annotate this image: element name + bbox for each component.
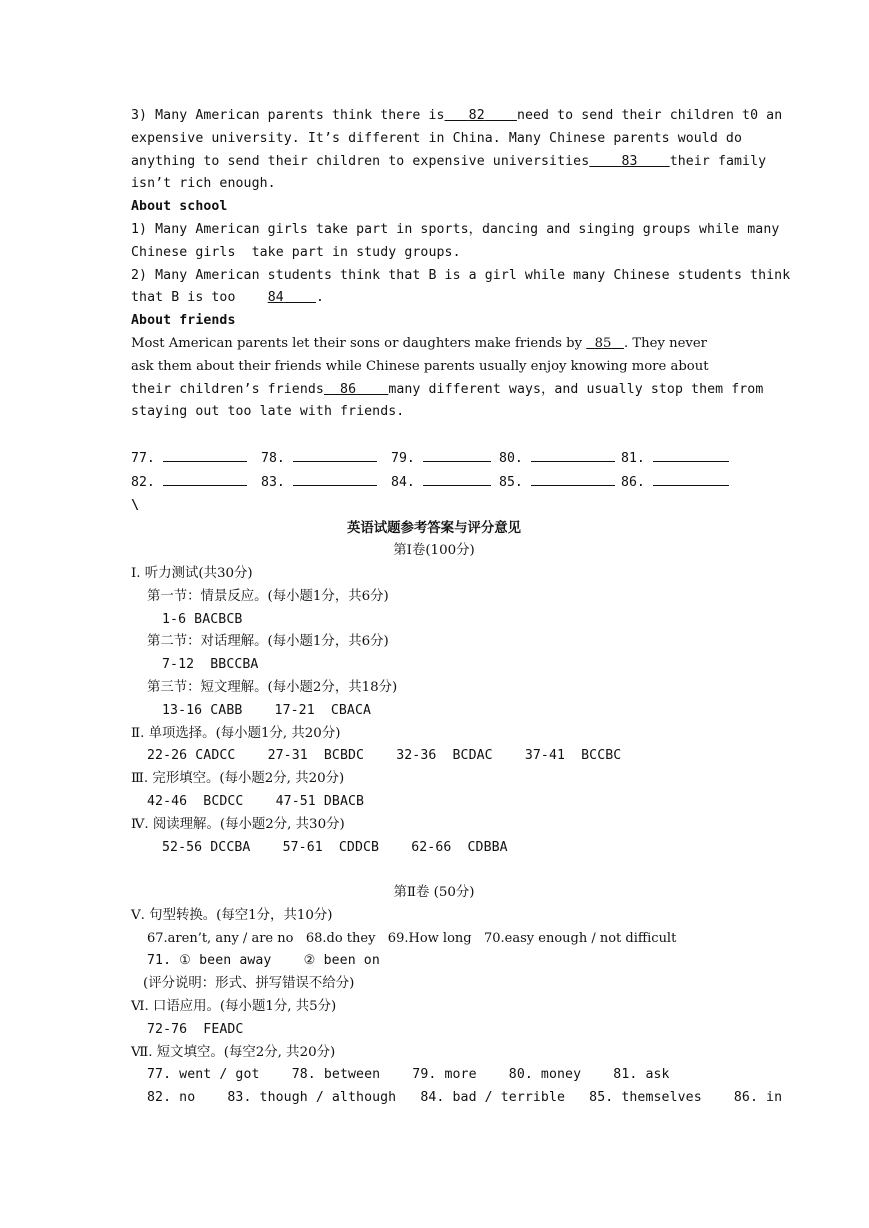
section-3-answers: 42-46 BCDCC 47-51 DBACB [147, 793, 365, 809]
passage-p3-line2: expensive university. It’s different in China. Many Chinese parents would do [131, 130, 743, 146]
answer-slot: 80. [499, 447, 621, 471]
answer-slot: 85. [499, 471, 621, 495]
section-6-heading: Ⅵ. 口语应用。(每小题1分, 共5分) [131, 999, 337, 1015]
section-7-answers-1: 77. went / got 78. between 79. more 80. money 81. ask [147, 1067, 670, 1083]
section-2-heading: Ⅱ. 单项选择。(每小题1分, 共20分) [131, 725, 341, 741]
blank-86: 86 [340, 381, 357, 397]
section-5-heading: Ⅴ. 句型转换。(每空1分，共10分) [131, 907, 333, 923]
blank-83: 83 [621, 153, 638, 169]
volume-1-heading: 第Ⅰ卷(100分) [393, 543, 475, 559]
section-3-heading: Ⅲ. 完形填空。(每小题2分, 共20分) [131, 771, 345, 787]
section-1-part-1-answers: 1-6 BACBCB [162, 611, 243, 627]
section-5-answers-1: 67.aren’t, any / are no 68.do they 69.How long 70.easy enough / not difficult [147, 930, 677, 946]
section-1-heading: Ⅰ. 听力测试(共30分) [131, 565, 253, 581]
section-7-answers-2: 82. no 83. though / although 84. bad / terrible 85. themselves 86. in [147, 1090, 783, 1106]
answer-slot: 77. [131, 447, 261, 471]
answer-slot: 82. [131, 471, 261, 495]
school-2-line2: that B is too 84 . [131, 290, 324, 306]
section-5-note: (评分说明：形式、拼写错误不给分) [143, 976, 355, 992]
answer-slot: 83. [261, 471, 391, 495]
passage-p3-line1: 3) Many American parents think there is 82 need to send their children t0 an [131, 108, 783, 123]
blank-82: 82 [468, 108, 485, 123]
answer-slot: 81. [621, 447, 737, 471]
school-1-line1: 1) Many American girls take part in sports，dancing and singing groups while many [131, 221, 780, 237]
volume-2-heading: 第Ⅱ卷 (50分) [393, 885, 475, 901]
section-6-answers: 72-76 FEADC [147, 1021, 244, 1037]
school-1-line2: Chinese girls take part in study groups. [131, 244, 461, 260]
section-1-part-3: 第三节：短文理解。(每小题2分，共18分) [147, 679, 398, 695]
passage-p3-line3: anything to send their children to expensive universities 83 their family [131, 153, 767, 169]
school-heading: About school [131, 199, 228, 215]
section-1-part-2-answers: 7-12 BBCCBA [162, 657, 259, 673]
answer-slot: 78. [261, 447, 391, 471]
friends-line2: ask them about their friends while Chinese parents usually enjoy knowing more about [131, 358, 709, 374]
friends-line4: staying out too late with friends. [131, 404, 405, 420]
section-1-part-3-answers: 13-16 CABB 17-21 CBACA [162, 702, 372, 718]
friends-line1: Most American parents let their sons or daughters make friends by 85 . They never [131, 335, 707, 351]
answer-slot: 86. [621, 471, 737, 495]
section-1-part-1: 第一节：情景反应。(每小题1分，共6分) [147, 588, 389, 604]
answer-slot: 84. [391, 471, 499, 495]
blank-85: 85 [594, 335, 612, 351]
answer-row-1 [131, 447, 737, 471]
answer-slot: 79. [391, 447, 499, 471]
section-5-answers-2: 71. ① been away ② been on [147, 953, 380, 969]
school-2-line1: 2) Many American students think that B is a girl while many Chinese students think [131, 267, 791, 283]
section-2-answers: 22-26 CADCC 27-31 BCBDC 32-36 BCDAC 37-41 BCCBC [147, 748, 622, 764]
section-7-heading: Ⅶ. 短文填空。(每空2分, 共20分) [131, 1044, 336, 1060]
section-4-answers: 52-56 DCCBA 57-61 CDDCB 62-66 CDBBA [162, 839, 508, 855]
document-page [131, 105, 791, 1110]
friends-line3: their children’s friends 86 many different ways，and usually stop them from [131, 381, 764, 397]
section-1-part-2: 第二节：对话理解。(每小题1分，共6分) [147, 634, 389, 650]
blank-84: 84 [267, 290, 284, 306]
stray-backslash: \ [131, 497, 140, 513]
section-4-heading: Ⅳ. 阅读理解。(每小题2分, 共30分) [131, 816, 345, 832]
passage-p3-line4: isn’t rich enough. [131, 176, 276, 192]
answers-title: 英语试题参考答案与评分意见 [346, 520, 522, 537]
friends-heading: About friends [131, 313, 236, 329]
answer-row-2 [131, 471, 737, 495]
